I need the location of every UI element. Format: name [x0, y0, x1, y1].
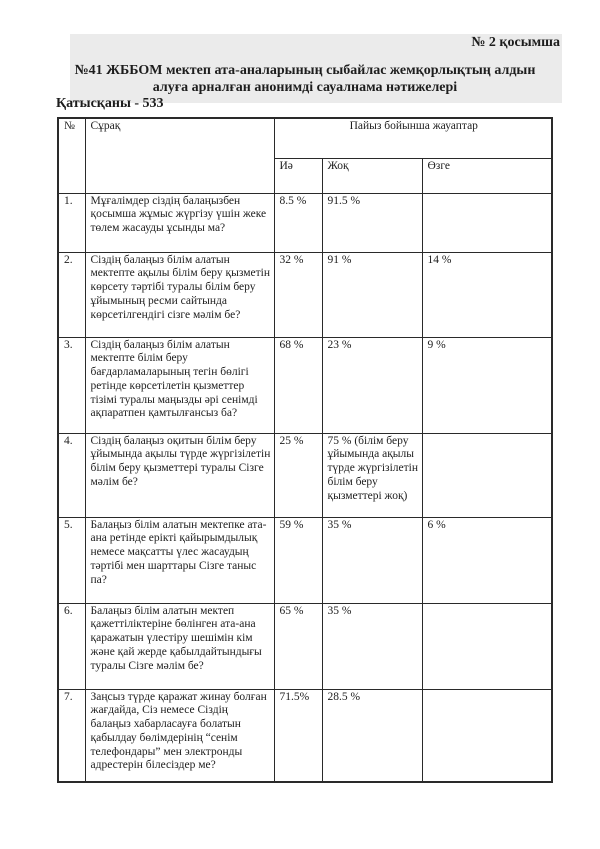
col-header-yes: Иә — [274, 158, 322, 193]
table-row — [58, 337, 552, 433]
yes-percent-cell: 68 % — [274, 337, 322, 433]
table-header-row-top — [58, 118, 552, 158]
table-row — [58, 193, 552, 252]
other-percent-cell — [422, 603, 552, 689]
survey-results-table — [57, 117, 553, 783]
no-percent-cell: 23 % — [322, 337, 422, 433]
col-header-question: Сұрақ — [85, 118, 274, 193]
col-header-answers-group: Пайыз бойынша жауаптар — [274, 118, 552, 158]
table-row — [58, 433, 552, 517]
col-header-no: Жоқ — [322, 158, 422, 193]
yes-percent-cell: 71.5% — [274, 689, 322, 782]
table-row — [58, 689, 552, 782]
row-number: 2. — [58, 252, 85, 337]
other-percent-cell: 6 % — [422, 517, 552, 603]
yes-percent-cell: 65 % — [274, 603, 322, 689]
row-number: 6. — [58, 603, 85, 689]
no-percent-cell: 91.5 % — [322, 193, 422, 252]
yes-percent-cell: 8.5 % — [274, 193, 322, 252]
row-number: 1. — [58, 193, 85, 252]
no-percent-cell: 28.5 % — [322, 689, 422, 782]
no-percent-cell: 35 % — [322, 517, 422, 603]
row-number: 7. — [58, 689, 85, 782]
yes-percent-cell: 25 % — [274, 433, 322, 517]
table-row — [58, 517, 552, 603]
row-number: 4. — [58, 433, 85, 517]
col-header-other: Өзге — [422, 158, 552, 193]
other-percent-cell — [422, 689, 552, 782]
question-cell: Заңсыз түрде қаражат жинау болған жағдайда, Сіз немесе Сіздің балаңыз хабарласауға болатын қабылдау бөлімдерінің “сенім телефондары” мен электронды адрестерін білесіздер ме? — [85, 689, 274, 782]
no-percent-cell: 75 % (білім беру ұйымында ақылы түрде жүргізілетін білім беру қызметтері жоқ) — [322, 433, 422, 517]
question-cell: Балаңыз білім алатын мектеп қажеттіліктеріне бөлінген ата-ана қаражатын үлестіру шешімін кім және қай жерде қабылдайтындығы туралы Сізге мәлім бе? — [85, 603, 274, 689]
question-cell: Балаңыз білім алатын мектепке ата-ана ретінде ерікті қайырымдылық немесе мақсатты үлес жасаудың тәртібі мен шарттары Сізге таныс па? — [85, 517, 274, 603]
other-percent-cell — [422, 193, 552, 252]
other-percent-cell: 14 % — [422, 252, 552, 337]
row-number: 5. — [58, 517, 85, 603]
question-cell: Сіздің балаңыз білім алатын мектепте ақылы білім беру қызметін көрсету тәртібі туралы білім беру ұйымының ресми сайтында көрсетілгендігі сізге мәлім бе? — [85, 252, 274, 337]
table-row — [58, 252, 552, 337]
row-number: 3. — [58, 337, 85, 433]
no-percent-cell: 91 % — [322, 252, 422, 337]
yes-percent-cell: 59 % — [274, 517, 322, 603]
yes-percent-cell: 32 % — [274, 252, 322, 337]
question-cell: Сіздің балаңыз оқитын білім беру ұйымында ақылы түрде жүргізілетін білім беру қызметтері туралы Сізге мәлім бе? — [85, 433, 274, 517]
document-title — [58, 63, 552, 96]
title-line-1: №41 ЖББОМ мектеп ата-аналарының сыбайлас жемқорлықтың алдын — [74, 63, 536, 78]
question-cell: Сіздің балаңыз білім алатын мектепте білім беру бағдарламаларының тегін бөлігі ретінде көрсетілетін қызметтер тізімі туралы маңызды әрі сенімді ақпаратпен қамтылғансыз ба? — [85, 337, 274, 433]
no-percent-cell: 35 % — [322, 603, 422, 689]
participants-count: Қатысқаны - 533 — [56, 96, 164, 111]
col-header-num: № — [58, 118, 85, 193]
other-percent-cell — [422, 433, 552, 517]
annex-label: № 2 қосымша — [471, 35, 560, 50]
title-line-2: алуға арналған анонимді сауалнама нәтижелері — [152, 79, 458, 95]
table-row — [58, 603, 552, 689]
question-cell: Мұғалімдер сіздің балаңызбен қосымша жұмыс жүргізу үшін жеке төлем жасауды ұсынды ма? — [85, 193, 274, 252]
other-percent-cell: 9 % — [422, 337, 552, 433]
